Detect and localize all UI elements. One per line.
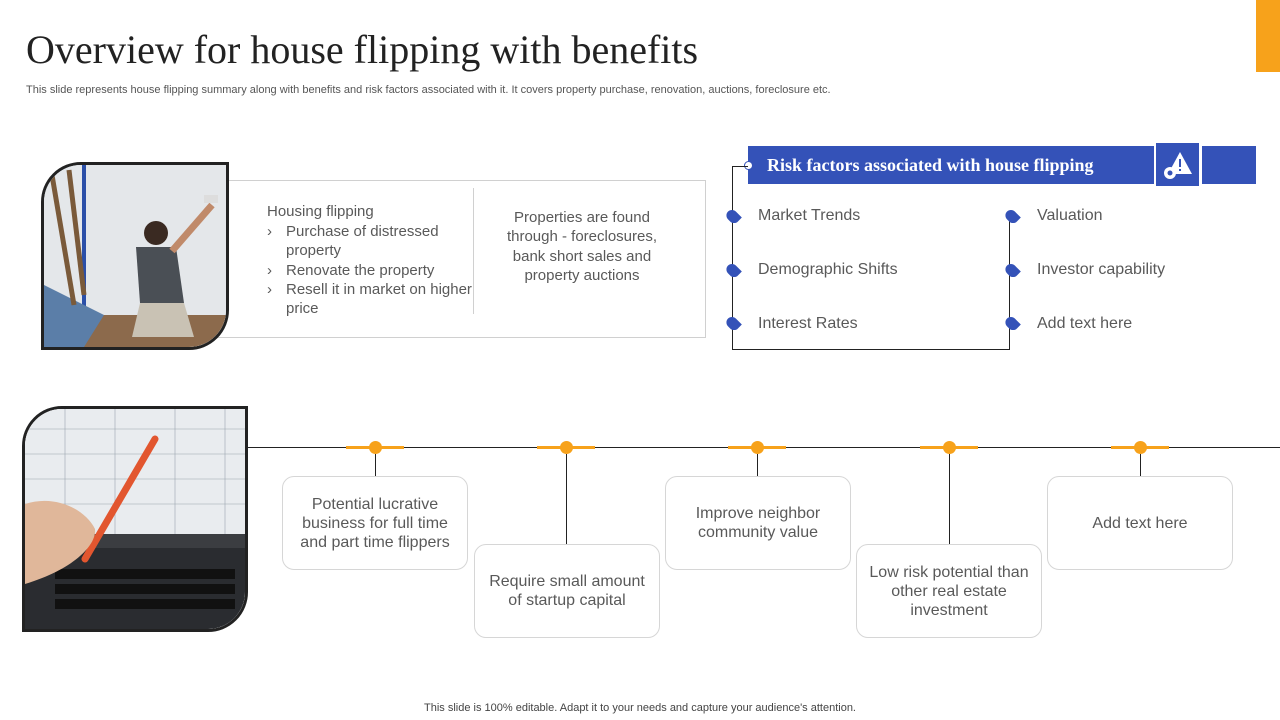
risk-marker [724,315,742,333]
page-title: Overview for house flipping with benefits [26,27,699,72]
timeline-knot [369,441,382,454]
timeline-stem [375,454,376,476]
risk-item-investor-capability: Investor capability [1037,261,1166,278]
risk-marker [724,262,742,280]
timeline-knot [560,441,573,454]
risk-item-interest-rates: Interest Rates [758,315,858,332]
timeline-stem [949,454,950,544]
list-item: › Purchase of distressed property [267,222,476,261]
planning-photo [22,406,248,632]
risk-item-demographic-shifts: Demographic Shifts [758,261,898,278]
risk-connector-line [732,166,748,167]
risk-item-market-trends: Market Trends [758,207,861,224]
list-item: › Resell it in market on higher price [267,280,476,319]
overview-list [267,222,476,318]
renovation-photo [41,162,229,350]
properties-text: Properties are found through - foreclosures, bank short sales and property auctions [506,209,658,284]
benefit-card-4: Low risk potential than other real estate investment [856,544,1042,638]
risk-item-add-text: Add text here [1037,315,1133,332]
timeline-stem [1140,454,1141,476]
benefit-card-5: Add text here [1047,476,1233,570]
timeline-stem [757,454,758,476]
risk-header: Risk factors associated with house flipping [748,146,1154,184]
corner-accent-bar [1256,0,1280,72]
timeline-knot [751,441,764,454]
overview-heading: Housing flipping [267,203,374,220]
benefit-card-2: Require small amount of startup capital [474,544,660,638]
risk-marker [1003,262,1021,280]
timeline-stem [566,454,567,544]
risk-marker [1003,315,1021,333]
benefit-card-1: Potential lucrative business for full time and part time flippers [282,476,468,570]
warning-gear-icon [1156,143,1199,186]
list-item: › Renovate the property [267,261,476,280]
risk-item-valuation: Valuation [1037,207,1103,224]
risk-header-tail [1202,146,1256,184]
risk-marker [1003,208,1021,226]
timeline-knot [1134,441,1147,454]
risk-icon-box [1154,141,1201,188]
benefit-card-3: Improve neighbor community value [665,476,851,570]
footer-note: This slide is 100% editable. Adapt it to your needs and capture your audience's attention. [424,702,856,714]
page-subtitle: This slide represents house flipping summary along with benefits and risk factors associated with it. It covers property purchase, renovation, auctions, foreclosure etc. [26,84,831,96]
risk-bottom-line [732,349,1010,350]
timeline-knot [943,441,956,454]
risk-marker [724,208,742,226]
